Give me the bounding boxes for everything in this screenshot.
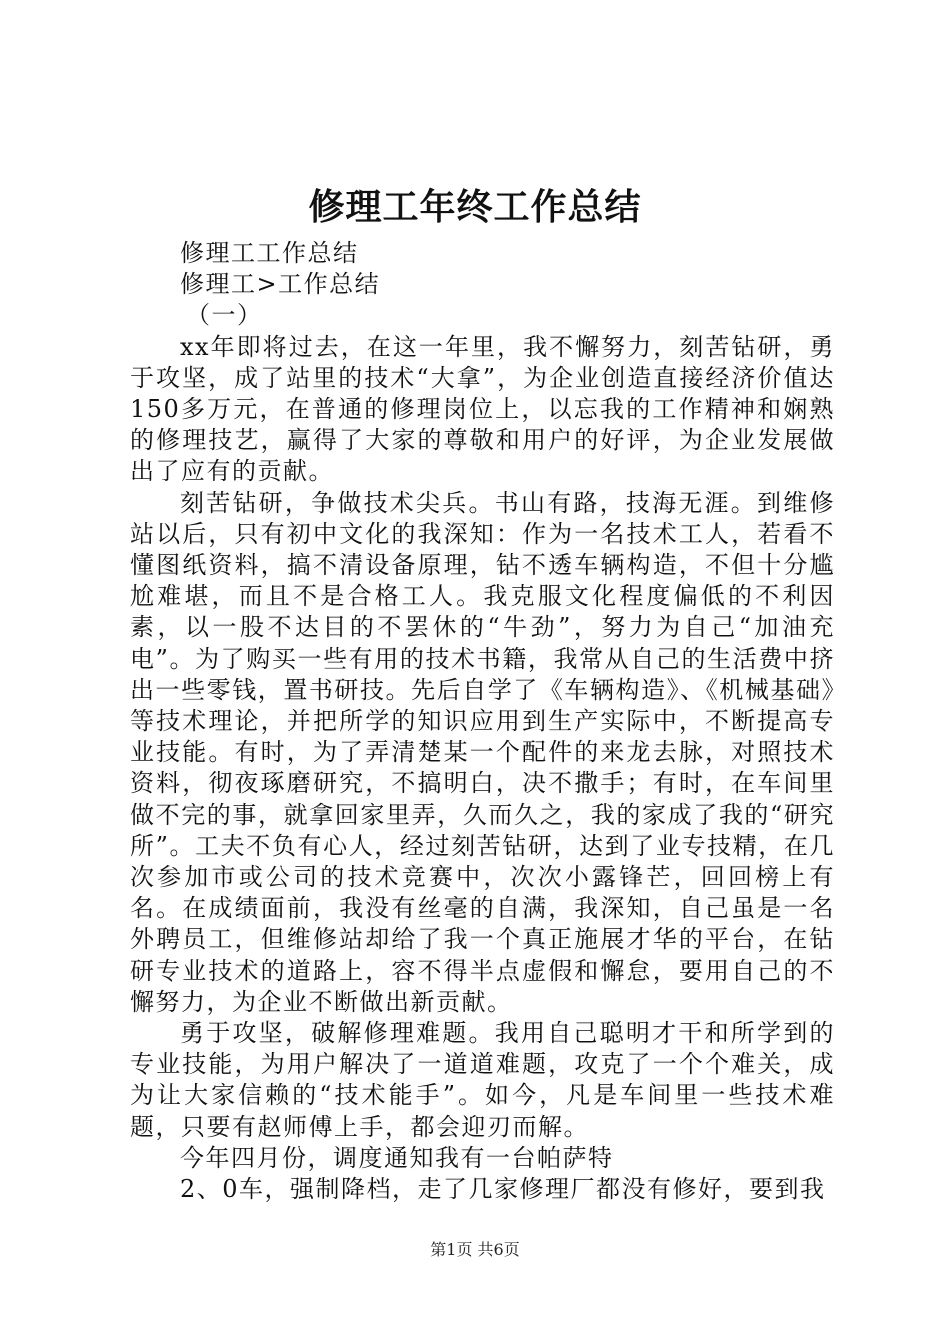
- document-body: [130, 238, 835, 1205]
- body-paragraph: 修理工工作总结: [180, 239, 359, 267]
- body-paragraph: xx年即将过去，在这一年里，我不懈努力，刻苦钻研，勇于攻坚，成了站里的技术“大拿”，为企业创造直接经济价值达150多万元，在普通的修理岗位上，以忘我的工作精神和娴熟的修理技艺，赢得了大家的尊敬和用户的好评，为企业发展做出了应有的贡献。: [130, 332, 835, 486]
- body-paragraph: 今年四月份，调度通知我有一台帕萨特: [180, 1143, 614, 1172]
- body-paragraph: 勇于攻坚，破解修理难题。我用自己聪明才干和所学到的专业技能，为用户解决了一道道难题，攻克了一个个难关，成为让大家信赖的“技术能手”。如今，凡是车间里一些技术难题，只要有赵师傅上手，都会迎刃而解。: [130, 1019, 835, 1141]
- body-paragraph: 2、0车，强制降档，走了几家修理厂都没有修好，要到我: [180, 1175, 826, 1204]
- body-paragraph: （一）: [186, 301, 263, 330]
- document-title: 修理工年终工作总结: [308, 187, 642, 228]
- body-paragraph: 刻苦钻研，争做技术尖兵。书山有路，技海无涯。到维修站以后，只有初中文化的我深知：作为一名技术工人，若看不懂图纸资料，搞不清设备原理，钻不透车辆构造，不但十分尴尬难堪，而且不是合格工人。我克服文化程度偏低的不利因素，以一股不达目的不罢休的“牛劲”，努力为自己“加油充电”。为了购买一些有用的技术书籍，我常从自己的生活费中挤出一些零钱，置书研技。先后自学了《车辆构造》、《机械基础》等技术理论，并把所学的知识应用到生产实际中，不断提高专业技能。有时，为了弄清楚某一个配件的来龙去脉，对照技术资料，彻夜琢磨研究，不搞明白，决不撒手；有时，在车间里做不完的事，就拿回家里弄，久而久之，我的家成了我的“研究所”。工夫不负有心人，经过刻苦钻研，达到了业专技精，在几次参加市或公司的技术竞赛中，次次小露锋芒，回回榜上有名。在成绩面前，我没有丝毫的自满，我深知，自己虽是一名外聘员工，但维修站却给了我一个真正施展才华的平台，在钻研专业技术的道路上，容不得半点虚假和懈怠，要用自己的不懈努力，为企业不断做出新贡献。: [130, 488, 835, 1016]
- page-number-footer: 第1页 共6页: [430, 1240, 520, 1259]
- body-paragraph: 修理工>工作总结: [180, 270, 381, 299]
